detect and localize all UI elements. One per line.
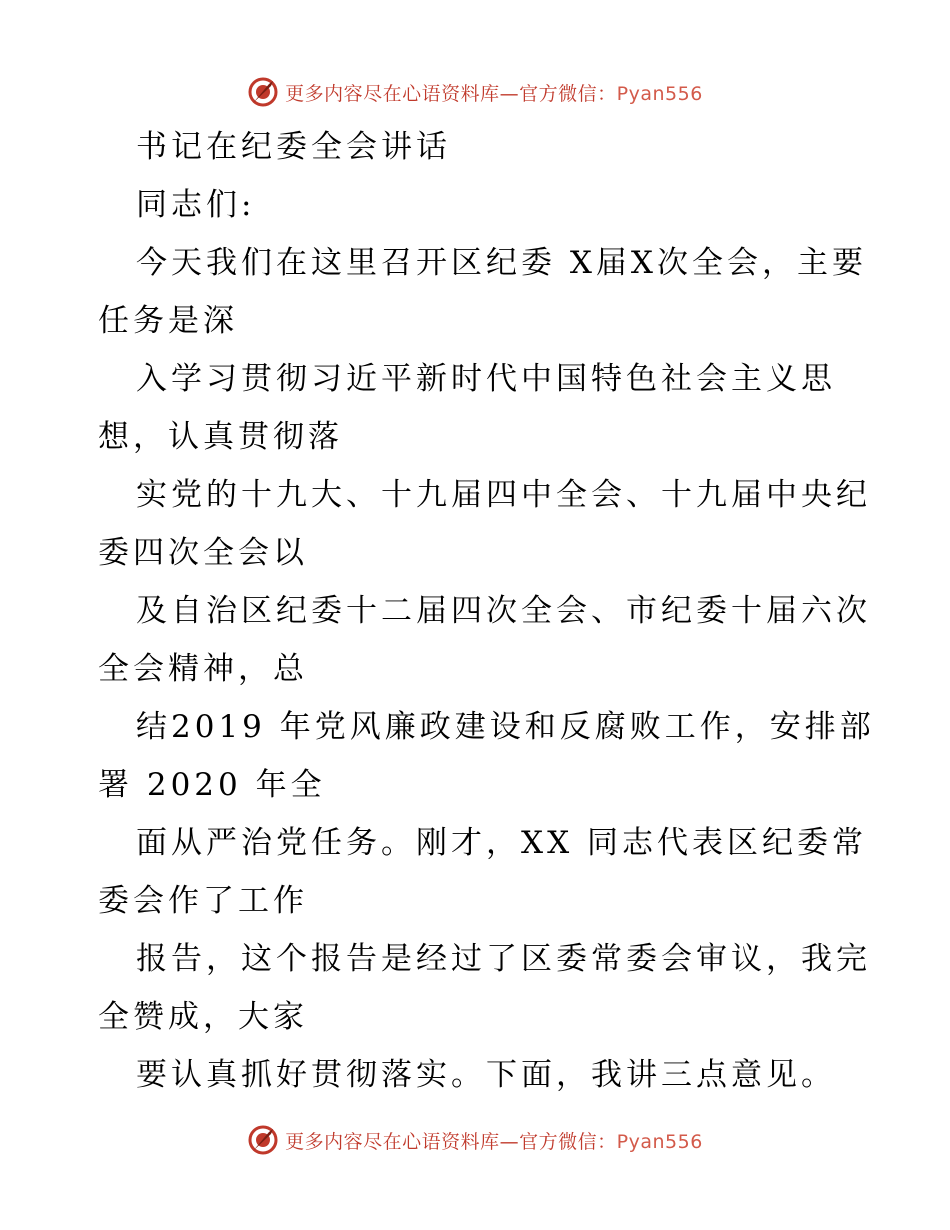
paragraph-line: 想，认真贯彻落 [98, 419, 343, 455]
document-body [98, 118, 875, 1104]
salutation: 同志们: [136, 187, 256, 223]
paragraph-line: 及自治区纪委十二届四次全会、市纪委十届六次 [136, 593, 871, 629]
paragraph-line: 报告，这个报告是经过了区委常委会审议，我完 [136, 941, 871, 977]
paragraph-line: 要认真抓好贯彻落实。下面，我讲三点意见。 [136, 1057, 836, 1093]
quill-logo-icon [247, 1124, 279, 1156]
paragraph-line: 署 2020 年全 [98, 767, 326, 803]
paragraph-line: 委四次全会以 [98, 535, 308, 571]
watermark-text: 更多内容尽在心语资料库—官方微信：Pyan556 [285, 82, 703, 105]
paragraph-line: 面从严治党任务。刚才，XX 同志代表区纪委常 [136, 825, 867, 861]
paragraph-line: 实党的十九大、十九届四中全会、十九届中央纪 [136, 477, 871, 513]
paragraph-line: 结2019 年党风廉政建设和反腐败工作，安排部 [136, 709, 875, 745]
header-watermark [0, 72, 950, 112]
paragraph-line: 任务是深 [98, 303, 238, 339]
footer-watermark [0, 1120, 950, 1160]
paragraph-line: 全会精神，总 [98, 651, 308, 687]
paragraph-line: 委会作了工作 [98, 883, 308, 919]
quill-logo-icon [247, 76, 279, 108]
paragraph-line: 入学习贯彻习近平新时代中国特色社会主义思 [136, 361, 836, 397]
document-title: 书记在纪委全会讲话 [136, 129, 451, 165]
paragraph-line: 今天我们在这里召开区纪委 X届X次全会，主要 [136, 245, 867, 281]
paragraph-line: 全赞成，大家 [98, 999, 308, 1035]
watermark-text: 更多内容尽在心语资料库—官方微信：Pyan556 [285, 1130, 703, 1153]
